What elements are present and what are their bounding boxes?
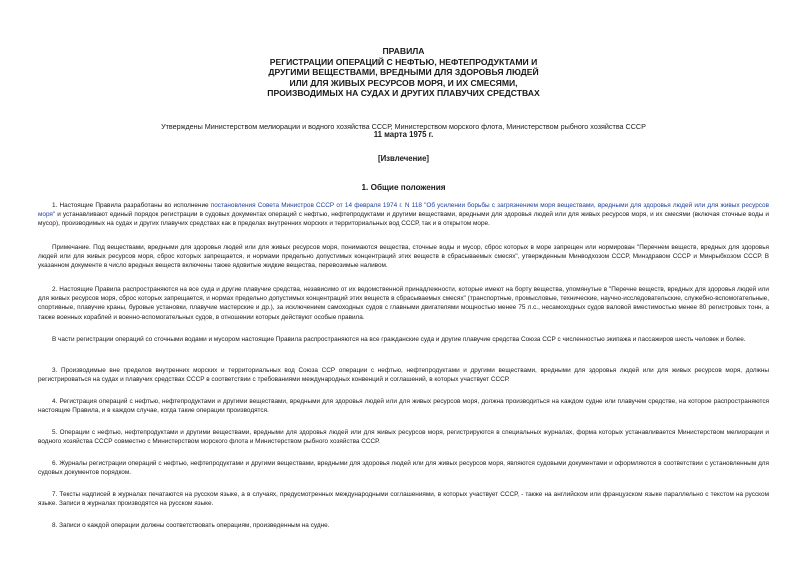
paragraph-6: 6. Журналы регистрации операций с нефтью, нефтепродуктами и другими веществами, вредными для здоровья людей или для живых ресурсов моря, являются судовыми документами и оформляются в соответствии с установленным для судовых документов порядком. xyxy=(38,460,769,477)
paragraph-3: 3. Производимые вне пределов внутренних морских и территориальных вод Союза ССР операции с нефтью, нефтепродуктами и другими веществами, вредными для здоровья людей или для живых ресурсов моря, должны регистрироваться на судах и плавучих средствах СССР в соответствии с требованиями международных конвенций и соглашений, в которых участвует СССР. xyxy=(38,367,769,384)
paragraph-4: 4. Регистрация операций с нефтью, нефтепродуктами и другими веществами, вредными для здоровья людей или для живых ресурсов моря, должна производиться на каждом судне или плавучем средстве, на которое распространяются настоящие Правила, и в каждом случае, когда такие операции производятся. xyxy=(38,398,769,415)
approval-date: 11 марта 1975 г. xyxy=(373,130,434,139)
document-title xyxy=(200,46,607,99)
title-line: ИЛИ ДЛЯ ЖИВЫХ РЕСУРСОВ МОРЯ, И ИХ СМЕСЯМИ, xyxy=(289,77,518,88)
title-line: ДРУГИМИ ВЕЩЕСТВАМИ, ВРЕДНЫМИ ДЛЯ ЗДОРОВЬЯ ЛЮДЕЙ xyxy=(268,67,539,78)
extract-label: [Извлечение] xyxy=(377,154,430,163)
title-line: ПРАВИЛА xyxy=(382,46,425,56)
decree-link[interactable]: постановления Совета Министров СССР от 14 февраля 1974 г. N 118 "Об усилении борьбы с загрязнением моря веществами, вредными для здоровья людей или для живых ресурсов моря" xyxy=(38,202,769,219)
note-paragraph: Примечание. Под веществами, вредными для здоровья людей или для живых ресурсов моря, понимаются вещества, сточные воды и мусор, сброс которых в море запрещен или нормирован "Перечнем веществ, вредных для здоровья людей или для живых ресурсов моря, сброс которых запрещается, и нормами предельно допустимых концентраций этих веществ в сбрасываемых смесях", утвержденным Минводхозом СССР, Минздравом СССР и Минрыбхозом СССР. В указанном документе в число вредных веществ включены также ядовитые жидкие вещества, перевозимые наливом. xyxy=(38,244,769,270)
paragraph-1-text-end: и устанавливают единый порядок регистрации в судовых документах операций с нефтью, нефтепродуктами и другими веществами, вредными для здоровья людей или для живых ресурсов моря, и их смесями (включая сточные воды и мусор), производимых на судах и других плавучих средствах как в пределах внутренних морских и территориальных вод СССР, так и в открытом море. xyxy=(38,211,769,228)
paragraph-2: 2. Настоящие Правила распространяются на все суда и другие плавучие средства, независимо от их ведомственной принадлежности, которые имеют на борту вещества, упомянутые в "Перечне веществ, вредных для здоровья людей или для живых ресурсов моря, сброс которых запрещается, и нормах предельно допустимых концентраций этих веществ в сбрасываемых смесях" (транспортные, промысловые, технические, научно-исследовательские, служебно-вспомогательные, спортивные, плавучие краны, буровые установки, плавучие мастерские и др.), за исключением самоходных судов с главными двигателями мощностью менее 75 л.с., несамоходных судов валовой вместимостью менее 80 регистровых тонн, а также военных кораблей и военно-вспомогательных судов, в отношении которых действуют особые правила. xyxy=(38,286,769,321)
paragraph-2-continued: В части регистрации операций со сточными водами и мусором настоящие Правила распространяются на все гражданские суда и другие плавучие средства Союза ССР с численностью экипажа и пассажиров шесть человек и более. xyxy=(52,336,746,343)
paragraph-5: 5. Операции с нефтью, нефтепродуктами и другими веществами, вредными для здоровья людей или для живых ресурсов моря, регистрируются в специальных журналах, форма которых устанавливается Министерством мелиорации и водного хозяйства СССР совместно с Министерством морского флота и Министерством рыбного хозяйства СССР. xyxy=(38,429,769,446)
section-heading: 1. Общие положения xyxy=(361,183,446,192)
title-line: РЕГИСТРАЦИИ ОПЕРАЦИЙ С НЕФТЬЮ, НЕФТЕПРОДУКТАМИ И xyxy=(269,56,538,67)
paragraph-1 xyxy=(38,201,769,229)
paragraph-8: 8. Записи о каждой операции должны соответствовать операциям, произведенным на судне. xyxy=(52,522,330,529)
approval-line: Утверждены Министерством мелиорации и водного хозяйства СССР, Министерством морского флота, Министерством рыбного хозяйства СССР xyxy=(161,122,646,131)
paragraph-7: 7. Тексты надписей в журналах печатаются на русском языке, а в случаях, предусмотренных международными соглашениями, в которых участвует СССР, - также на английском или французском языке параллельно с текстом на русском языке. Записи в журналах производятся на русском языке. xyxy=(38,491,769,508)
title-line: ПРОИЗВОДИМЫХ НА СУДАХ И ДРУГИХ ПЛАВУЧИХ СРЕДСТВАХ xyxy=(267,88,540,99)
paragraph-1-text-start: 1. Настоящие Правила разработаны во исполнение xyxy=(52,202,211,209)
